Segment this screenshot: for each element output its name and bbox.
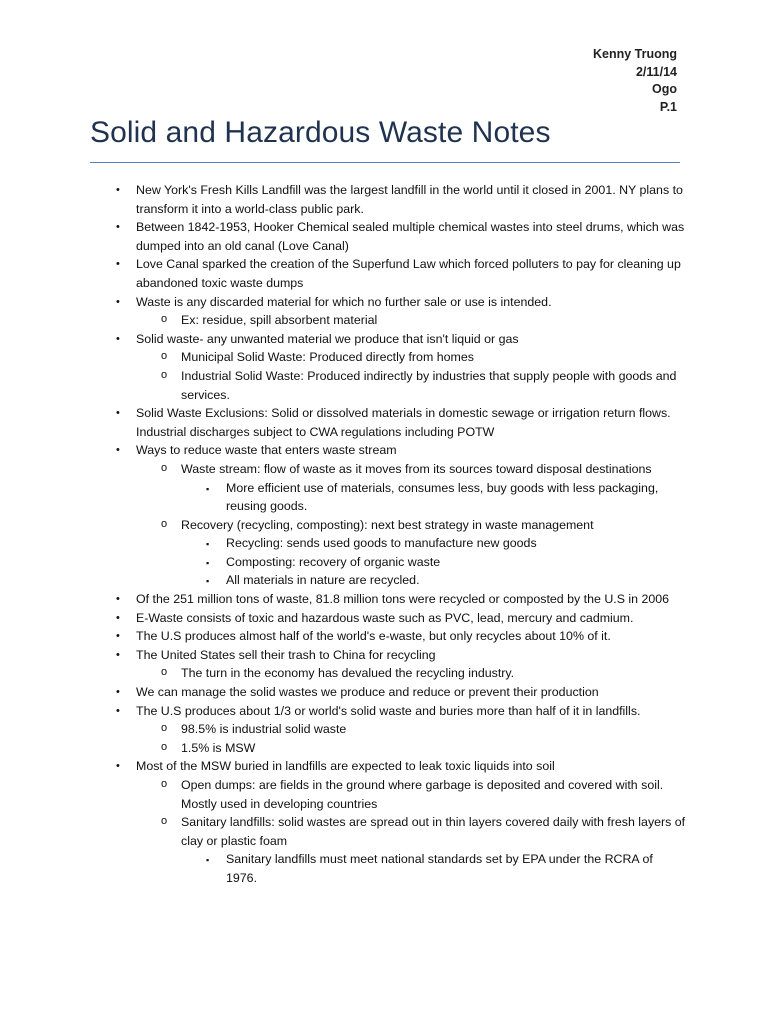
note-item-level-3 [206,479,686,516]
square-bullet-icon: ▪ [206,557,210,568]
bullet-icon: • [116,444,120,457]
note-text: 1.5% is MSW [181,740,256,755]
note-text: We can manage the solid wastes we produce and reduce or prevent their production [136,685,599,700]
note-item-level-3 [206,571,686,590]
note-text: All materials in nature are recycled. [226,573,420,588]
note-item-level-1 [116,218,686,255]
note-text: Between 1842-1953, Hooker Chemical sealed multiple chemical wastes into steel drums, which was dumped into an old canal (Love Canal) [136,220,685,253]
bullet-icon: • [116,407,120,420]
document-header [593,46,677,116]
note-text: Sanitary landfills must meet national standards set by EPA under the RCRA of 1976. [226,852,653,885]
note-text: More efficient use of materials, consumes less, buy goods with less packaging, reusing goods. [226,480,659,514]
note-text: The turn in the economy has devalued the recycling industry. [181,666,515,681]
note-item-level-1 [116,255,686,292]
note-item-level-1 [116,404,686,441]
note-text: The United States sell their trash to China for recycling [136,647,436,662]
note-item-level-1 [116,293,686,312]
bullet-icon: • [116,611,120,624]
note-text: Sanitary landfills: solid wastes are spread out in thin layers covered daily with fresh layers of clay or plastic foam [181,815,686,848]
note-item-level-1 [116,627,686,646]
note-text: E-Waste consists of toxic and hazardous waste such as PVC, lead, mercury and cadmium. [136,610,634,625]
bullet-icon: • [116,221,120,234]
note-item-level-2 [161,516,686,535]
circle-bullet-icon: o [161,350,168,363]
notes-list [116,181,686,888]
note-text: Solid waste- any unwanted material we produce that isn't liquid or gas [136,331,519,346]
circle-bullet-icon: o [161,815,168,828]
note-item-level-2 [161,664,686,683]
bullet-icon: • [116,593,120,606]
note-item-level-1 [116,683,686,702]
document-date: 2/11/14 [635,64,677,79]
note-item-level-1 [116,609,686,628]
author-name: Kenny Truong [592,47,677,61]
page-title: Solid and Hazardous Waste Notes [90,116,551,149]
note-text: Ways to reduce waste that enters waste stream [136,443,397,458]
note-item-level-2 [161,348,686,367]
bullet-icon: • [116,760,120,773]
note-text: Recovery (recycling, composting): next best strategy in waste management [181,517,594,532]
bullet-icon: • [116,704,120,717]
note-item-level-1 [116,441,686,460]
bullet-icon: • [116,184,120,196]
circle-bullet-icon: o [161,368,168,381]
circle-bullet-icon: o [161,461,168,474]
note-text: The U.S produces about 1/3 or world's solid waste and buries more than half of it in landfills. [136,703,641,718]
bullet-icon: • [116,686,120,699]
note-item-level-3 [206,553,686,572]
circle-bullet-icon: o [161,722,168,735]
note-text: Solid Waste Exclusions: Solid or dissolved materials in domestic sewage or irrigation return flows. Industrial discharges subject to CWA regulations including POTW [136,406,671,439]
note-text: 98.5% is industrial solid waste [181,722,347,737]
note-text: Municipal Solid Waste: Produced directly from homes [181,350,474,365]
note-text: New York's Fresh Kills Landfill was the largest landfill in the world until it closed in 2001. NY plans to transform it into a world-class public park. [136,183,683,216]
note-item-level-2 [161,460,686,479]
note-item-level-2 [161,311,686,330]
note-item-level-2 [161,776,686,813]
note-text: Ex: residue, spill absorbent material [181,313,378,328]
note-text: Open dumps: are fields in the ground where garbage is deposited and covered with soil. Mostly used in developing countries [181,778,664,811]
note-item-level-1 [116,181,686,218]
note-item-level-1 [116,702,686,721]
bullet-icon: • [116,258,120,271]
note-item-level-2 [161,367,686,404]
class-period: P.1 [659,99,677,114]
note-text: Recycling: sends used goods to manufacture new goods [226,536,537,551]
note-item-level-1 [116,757,686,776]
note-item-level-1 [116,330,686,349]
circle-bullet-icon: o [161,740,168,753]
note-item-level-2 [161,813,686,850]
teacher-name: Ogo [652,82,677,96]
square-bullet-icon: ▪ [206,576,210,587]
circle-bullet-icon: o [161,666,168,679]
bullet-icon: • [116,648,120,661]
circle-bullet-icon: o [161,517,168,530]
note-item-level-1 [116,590,686,609]
note-text: Waste is any discarded material for which no further sale or use is intended. [136,294,552,309]
note-item-level-2 [161,720,686,739]
bullet-icon: • [116,295,120,308]
note-item-level-2 [161,739,686,758]
square-bullet-icon: ▪ [206,855,210,866]
note-text: Waste stream: flow of waste as it moves from its sources toward disposal destinations [181,461,652,476]
note-item-level-3 [206,534,686,553]
square-bullet-icon: ▪ [206,539,210,550]
note-text: Love Canal sparked the creation of the Superfund Law which forced polluters to pay for cleaning up abandoned toxic waste dumps [136,257,681,290]
square-bullet-icon: ▪ [206,483,210,494]
note-text: The U.S produces almost half of the world's e-waste, but only recycles about 10% of it. [136,629,611,644]
bullet-icon: • [116,332,120,345]
note-item-level-1 [116,646,686,665]
note-item-level-3 [206,850,686,887]
circle-bullet-icon: o [161,313,168,326]
note-text: Most of the MSW buried in landfills are expected to leak toxic liquids into soil [136,759,555,774]
circle-bullet-icon: o [161,778,168,790]
note-text: Composting: recovery of organic waste [226,554,441,569]
bullet-icon: • [116,630,120,643]
note-text: Industrial Solid Waste: Produced indirectly by industries that supply people with goods and services. [181,368,677,402]
note-text: Of the 251 million tons of waste, 81.8 million tons were recycled or composted by the U.S in 2006 [136,592,670,607]
title-divider [90,162,680,163]
